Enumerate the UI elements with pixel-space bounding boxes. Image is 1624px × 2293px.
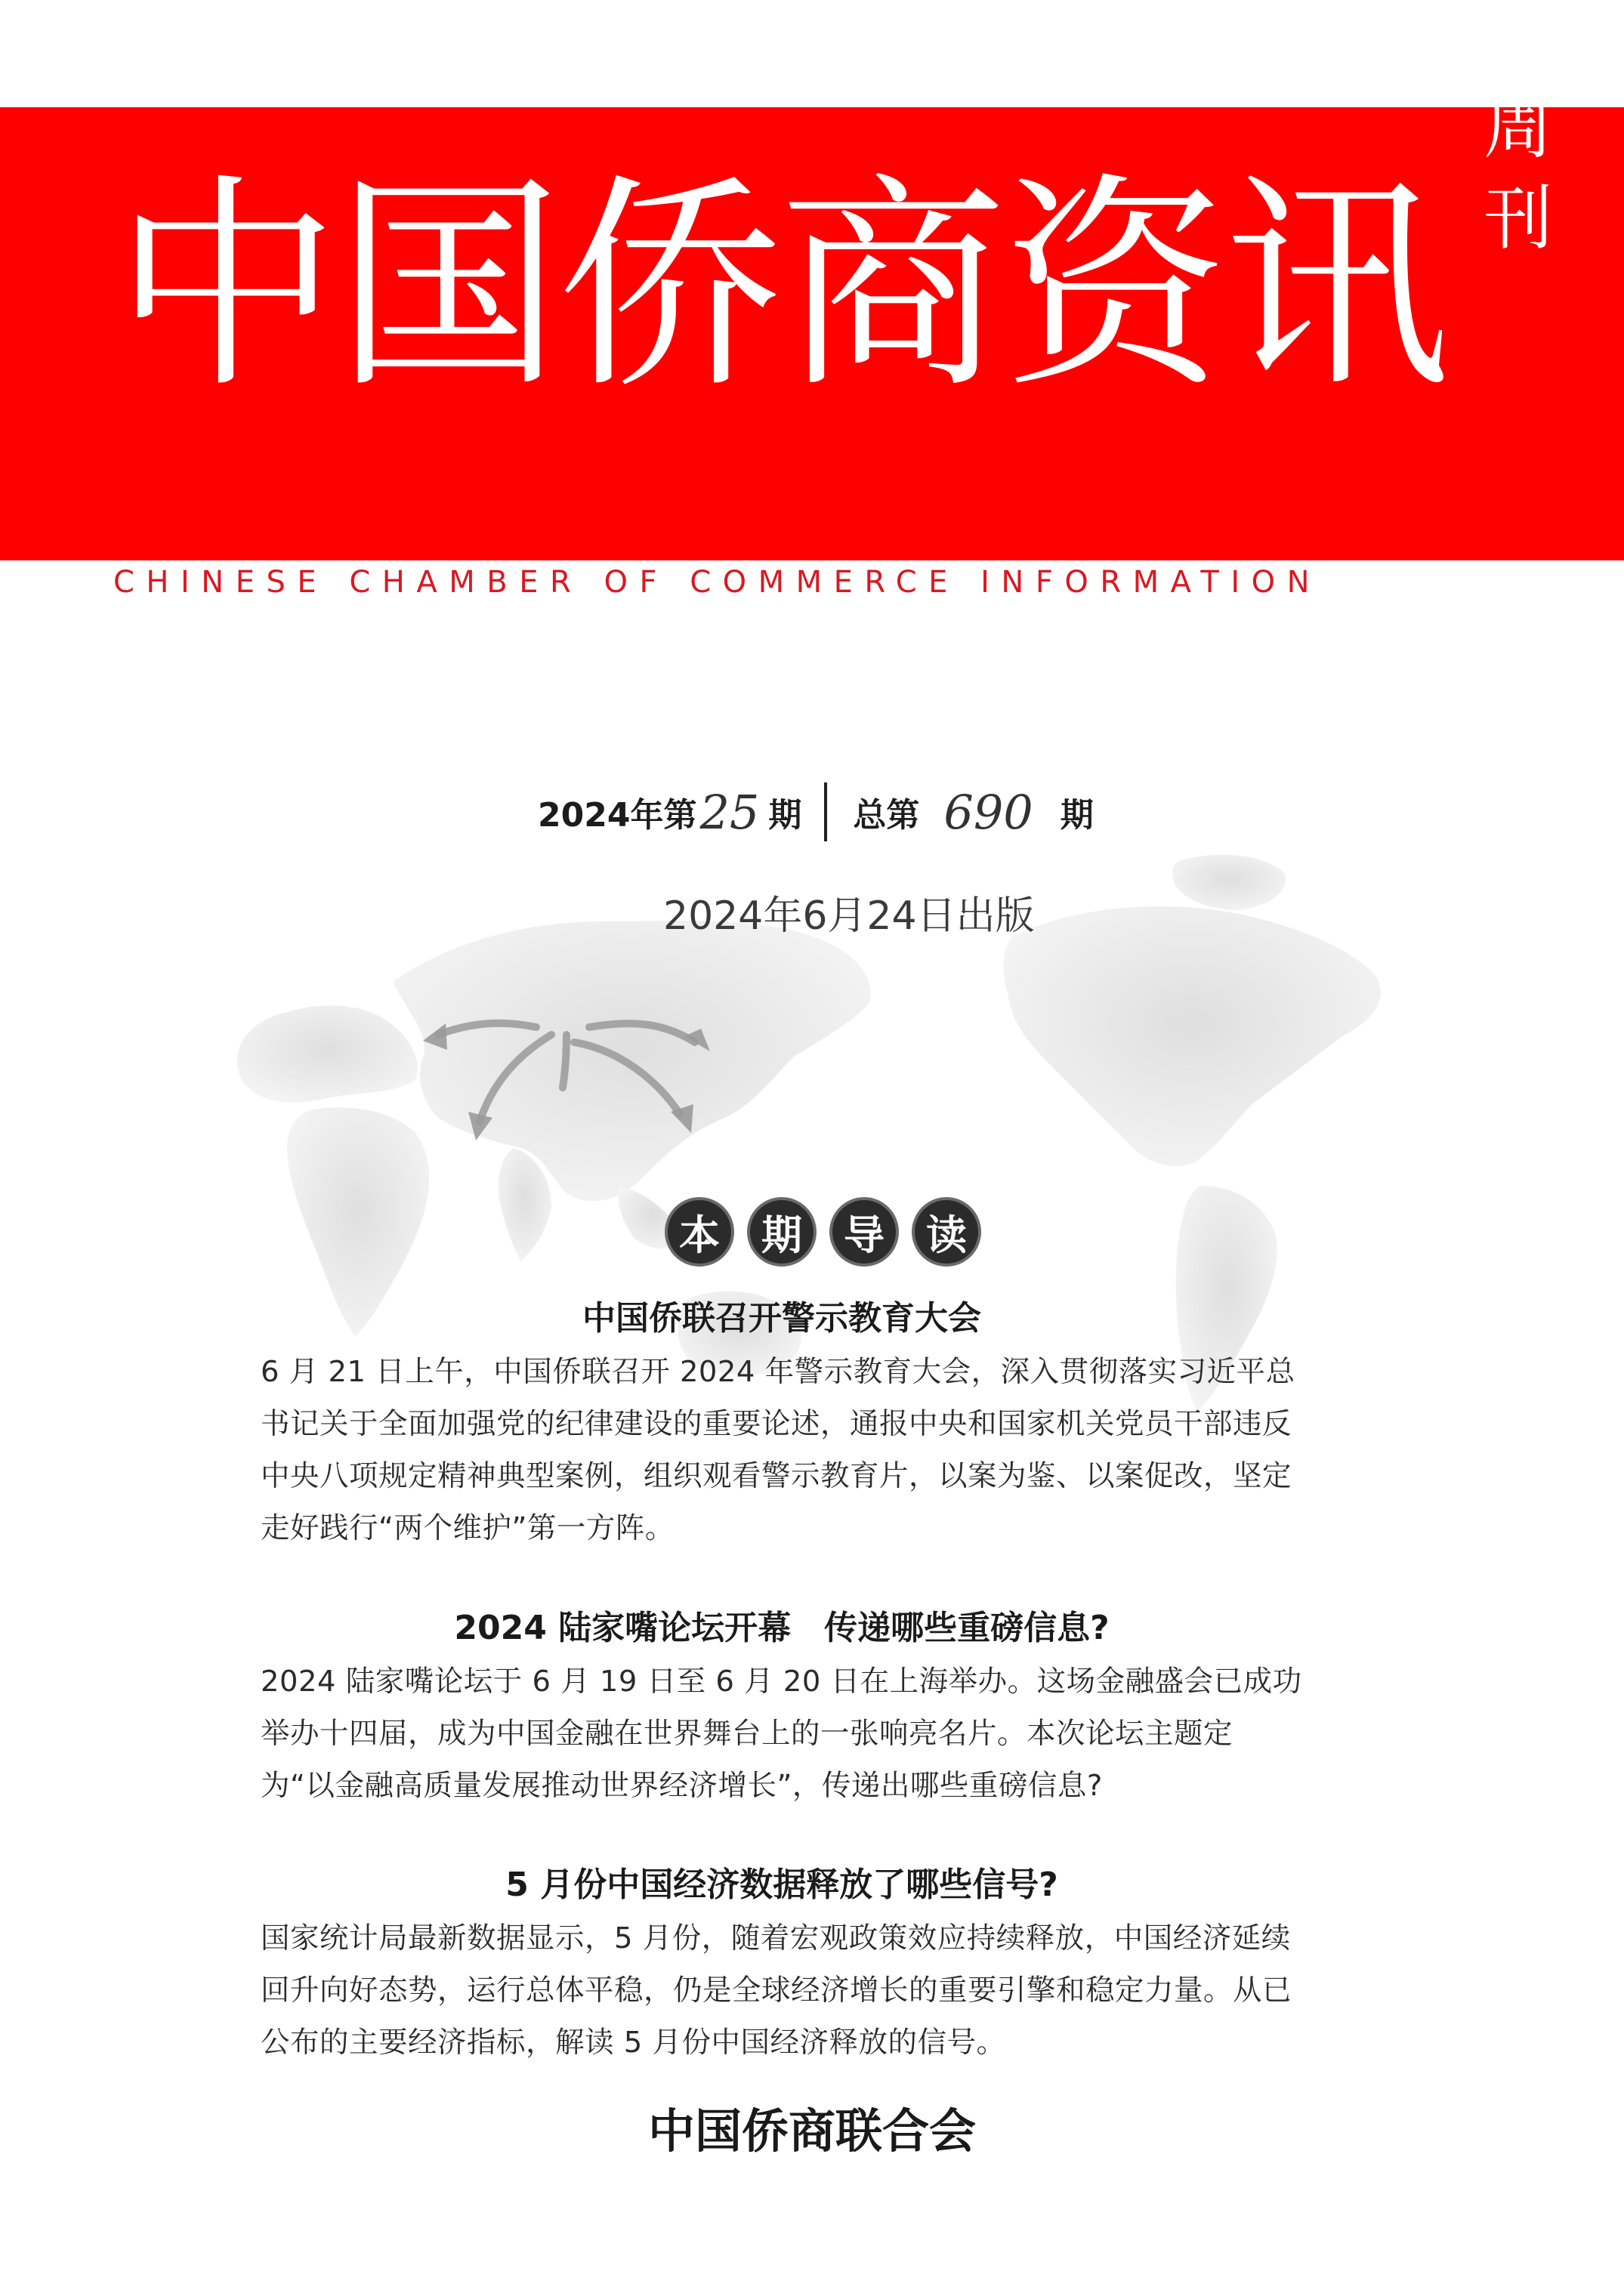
footer-organization: 中国侨商联合会 [647,2103,976,2159]
article-1 [261,1292,1303,1554]
article-1-body: 6 月 21 日上午，中国侨联召开 2024 年警示教育大会，深入贯彻落实习近平总书记关于全面加强党的纪律建设的重要论述，通报中央和国家机关党员干部违反中央八项规定精神典型案例，组织观看警示教育片，以案为鉴、以案促改，坚定走好践行“两个维护”第一方阵。 [261,1355,1295,1545]
weekly-seal-char-2: 刊 [1483,178,1553,259]
article-3 [261,1858,1303,2069]
highlights-badges [665,1197,994,1267]
map-india-shape [499,1148,551,1261]
issue-divider [824,782,827,841]
highlights-badge-1: 本 [665,1197,734,1267]
map-north-america-shape [1003,906,1380,1166]
issue-number: 25 [699,784,760,840]
article-2-body: 2024 陆家嘴论坛于 6 月 19 日至 6 月 20 日在上海举办。这场金融盛会已成功举办十四届，成为中国金融在世界舞台上的一张响亮名片。本次论坛主题定为“以金融高质量发展推动世界经济增长”，传递出哪些重磅信息? [261,1665,1302,1803]
issue-total-number: 690 [943,784,1033,840]
map-asia-shape [393,921,871,1202]
issue-line [538,778,1094,846]
weekly-seal [1477,83,1560,302]
issue-total-period-label: 期 [1060,796,1094,835]
map-arrow-center [563,1035,567,1088]
article-2 [261,1601,1303,1812]
map-europe-shape [237,1005,418,1102]
map-greenland-shape [1172,855,1286,910]
weekly-seal-char-1: 周 [1483,88,1553,168]
issue-period-label: 期 [768,796,802,835]
issue-total-label: 总第 [853,796,920,835]
article-2-title: 2024 陆家嘴论坛开幕 传递哪些重磅信息? [454,1609,1110,1647]
masthead-title: 中国侨商资讯 [113,155,1446,418]
article-1-title: 中国侨联召开警示教育大会 [582,1299,981,1338]
english-title: CHINESE CHAMBER OF COMMERCE INFORMATION [113,565,1322,600]
highlights-badge-3: 导 [829,1197,899,1267]
issue-year-label: 2024年第 [538,796,697,835]
article-3-body: 国家统计局最新数据显示，5 月份，随着宏观政策效应持续释放，中国经济延续回升向好态势，运行总体平稳，仍是全球经济增长的重要引擎和稳定力量。从已公布的主要经济指标，解读 5 月份中国经济释放的信号。 [261,1921,1292,2060]
publication-date: 2024年6月24日出版 [663,893,1035,939]
highlights-badge-4: 读 [912,1197,981,1267]
highlights-badge-2: 期 [747,1197,817,1267]
article-3-title: 5 月份中国经济数据释放了哪些信号? [505,1866,1058,1904]
